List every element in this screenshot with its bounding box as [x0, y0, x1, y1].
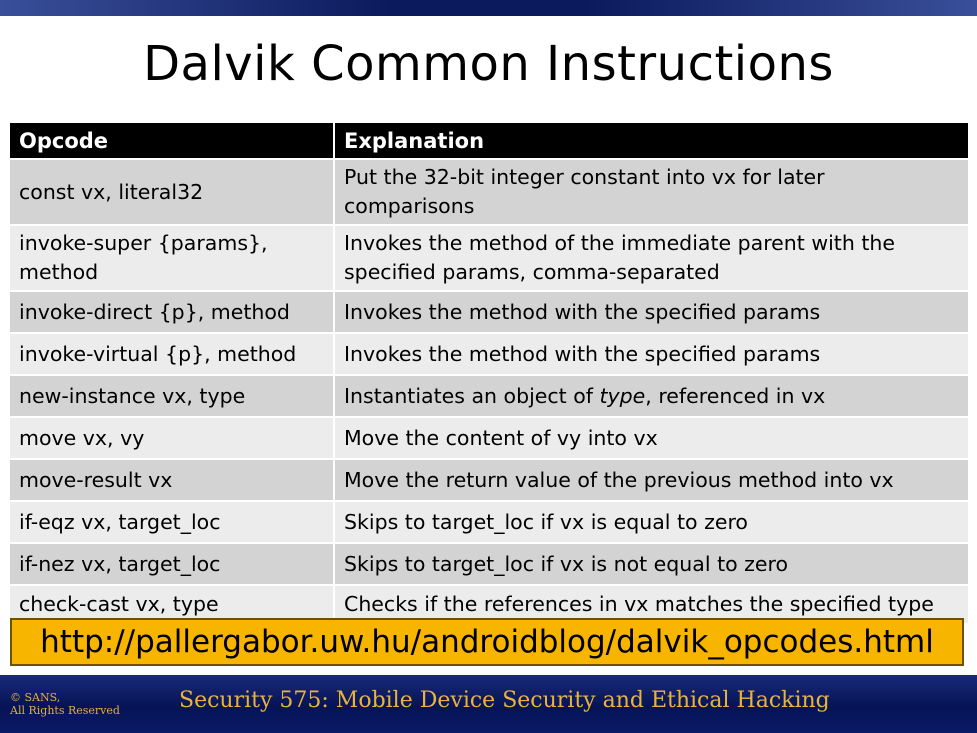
rights-line: All Rights Reserved	[10, 704, 120, 717]
opcode-cell: const vx, literal32	[10, 159, 334, 225]
explanation-cell: Move the content of vy into vx	[334, 417, 968, 459]
explanation-cell	[334, 375, 968, 417]
explanation-text-post: , referenced in vx	[645, 383, 826, 408]
opcode-table	[10, 123, 968, 623]
opcode-cell: move vx, vy	[10, 417, 334, 459]
slide-title: Dalvik Common Instructions	[143, 36, 834, 92]
copyright-line: © SANS,	[10, 691, 61, 704]
opcode-cell: if-nez vx, target_loc	[10, 543, 334, 585]
opcode-cell: check-cast vx, type	[10, 585, 334, 623]
explanation-cell: Skips to target_loc if vx is not equal to zero	[334, 543, 968, 585]
explanation-cell: Invokes the method with the specified params	[334, 291, 968, 333]
top-decorative-bar	[0, 0, 977, 16]
table-row	[10, 159, 968, 225]
reference-url-banner	[10, 618, 964, 666]
explanation-cell: Skips to target_loc if vx is equal to zero	[334, 501, 968, 543]
table-row	[10, 543, 968, 585]
opcode-cell: new-instance vx, type	[10, 375, 334, 417]
explanation-cell: Move the return value of the previous method into vx	[334, 459, 968, 501]
table-row	[10, 501, 968, 543]
footer-bar	[0, 675, 977, 733]
reference-url-link[interactable]: http://pallergabor.uw.hu/androidblog/dalvik_opcodes.html	[40, 624, 934, 660]
column-header-opcode: Opcode	[10, 123, 334, 159]
copyright-notice	[10, 691, 120, 717]
explanation-cell: Checks if the references in vx matches the specified type	[334, 585, 968, 623]
explanation-cell: Put the 32-bit integer constant into vx for later comparisons	[334, 159, 968, 225]
table-row	[10, 225, 968, 291]
column-header-explanation: Explanation	[334, 123, 968, 159]
opcode-cell: invoke-super {params}, method	[10, 225, 334, 291]
table-row	[10, 417, 968, 459]
table-row	[10, 375, 968, 417]
explanation-text-emphasis: type	[599, 383, 646, 408]
explanation-cell: Invokes the method of the immediate parent with the specified params, comma-separated	[334, 225, 968, 291]
explanation-cell: Invokes the method with the specified params	[334, 333, 968, 375]
opcode-cell: invoke-virtual {p}, method	[10, 333, 334, 375]
table-row	[10, 333, 968, 375]
table-header-row	[10, 123, 968, 159]
table-row	[10, 291, 968, 333]
opcode-cell: if-eqz vx, target_loc	[10, 501, 334, 543]
table-row	[10, 459, 968, 501]
opcode-cell: invoke-direct {p}, method	[10, 291, 334, 333]
course-title: Security 575: Mobile Device Security and Ethical Hacking	[179, 688, 830, 713]
opcode-cell: move-result vx	[10, 459, 334, 501]
explanation-text-pre: Instantiates an object of	[344, 383, 600, 408]
